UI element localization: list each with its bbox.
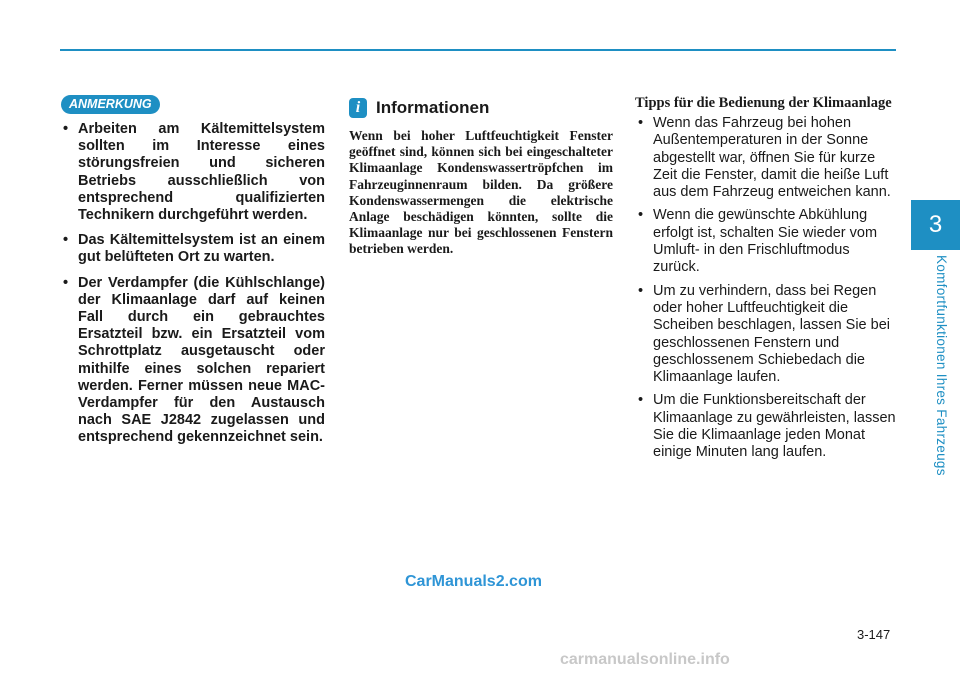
tips-column	[635, 95, 896, 468]
chapter-title-vertical: Komfortfunktionen Ihres Fahrzeugs	[934, 255, 949, 476]
note-badge: ANMERKUNG	[61, 95, 160, 114]
tips-title: Tipps für die Bedienung der Klimaanlage	[635, 95, 892, 111]
note-column	[60, 95, 325, 455]
tips-item: • Wenn die gewünschte Abkühlung erfolgt ist, schalten Sie wieder vom Umluft- in den Frischluftmodus zurück.	[635, 207, 896, 276]
top-rule	[60, 49, 896, 51]
note-item: • Der Verdampfer (die Kühlschlange) der Klimaanlage darf auf keinen Fall durch ein gebrauchtes Ersatzteil bzw. ein Ersatzteil vom Schrottplatz ausgetauscht oder mithilfe eines solchen repariert werden. Ferner müssen neue MAC-Verdampfer für den Austausch nach SAE J2842 zugelassen und entsprechend gekennzeichnet sein.	[60, 275, 325, 447]
note-item: • Arbeiten am Kältemittelsystem sollten im Interesse eines störungsfreien und sicheren Betriebs ausschließlich von entsprechend qualifizierten Technikern durchgeführt werden.	[60, 121, 325, 224]
info-icon: i	[349, 98, 367, 118]
info-column	[349, 95, 613, 258]
tips-item: • Um die Funktionsbereitschaft der Klimaanlage zu gewährleisten, lassen Sie die Klimaanlage jeden Monat einige Minuten lang laufen.	[635, 392, 896, 461]
watermark-link[interactable]: CarManuals2.com	[405, 573, 542, 590]
info-body: Wenn bei hoher Luftfeuchtigkeit Fenster geöffnet sind, können sich bei eingeschalteter Klimaanlage Kondenswassertröpfchen im Fahrzeuginnenraum bilden. Da größere Kondenswassermengen die elektrische Anlage beschädigen könnten, sollte die Klimaanlage nur bei geschlossenen Fenstern betrieben werden.	[349, 128, 613, 257]
tips-item: • Um zu verhindern, dass bei Regen oder hoher Luftfeuchtigkeit die Scheiben beschlagen, lassen Sie bei geschlossenen Fenstern und geschlossenem Schiebedach die Klimaanlage laufen.	[635, 283, 896, 387]
note-list	[60, 121, 325, 447]
info-title: Informationen	[376, 98, 490, 117]
note-item: • Das Kältemittelsystem ist an einem gut belüfteten Ort zu warten.	[60, 232, 325, 266]
tips-item: • Wenn das Fahrzeug bei hohen Außentemperaturen in der Sonne abgestellt war, öffnen Sie für kurze Zeit die Fenster, damit die heiße Luft aus dem Fahrzeug entweichen kann.	[635, 115, 896, 201]
tips-list	[635, 115, 896, 462]
info-header	[349, 95, 613, 121]
page-number: 3-147	[857, 627, 891, 642]
site-watermark: carmanualsonline.info	[560, 651, 730, 668]
chapter-number-tab: 3	[911, 200, 960, 250]
